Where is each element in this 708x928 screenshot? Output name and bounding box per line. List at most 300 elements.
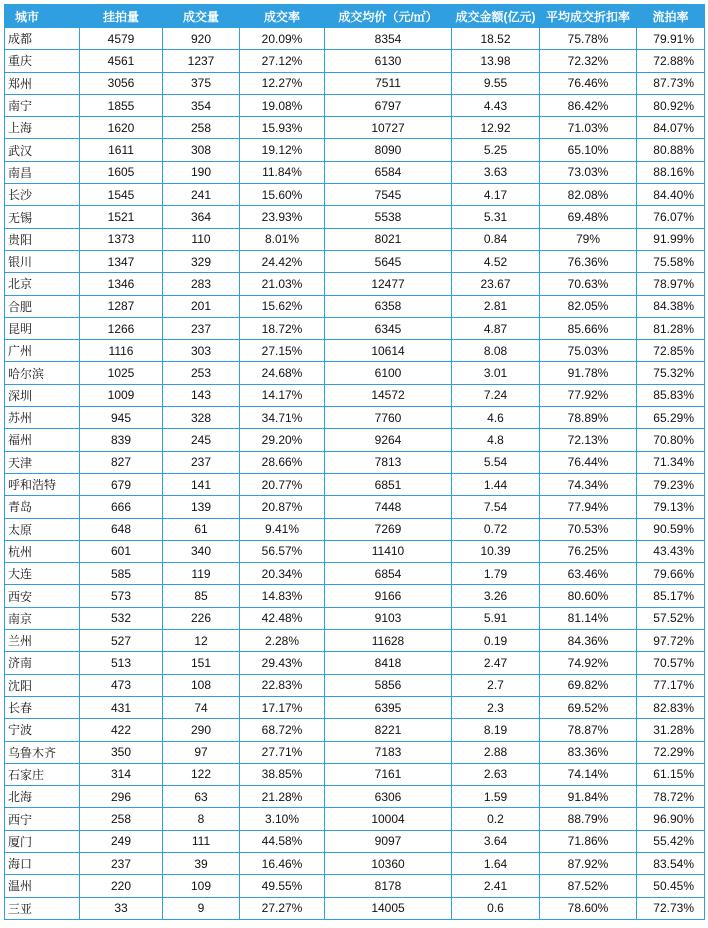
cell-deal-amount: 12.92: [452, 117, 540, 139]
cell-listed-count: 601: [80, 540, 163, 562]
cell-deal-amount: 3.64: [452, 830, 540, 852]
cell-city: 深圳: [5, 384, 80, 406]
cell-deal-count: 340: [163, 540, 240, 562]
data-table-container: [4, 4, 704, 920]
table-row: [5, 340, 705, 362]
cell-city: 南昌: [5, 161, 80, 183]
cell-avg-price: 9097: [325, 830, 452, 852]
cell-failure-rate: 61.15%: [637, 763, 705, 785]
table-row: [5, 630, 705, 652]
cell-deal-amount: 9.55: [452, 72, 540, 94]
cell-deal-count: 141: [163, 473, 240, 495]
cell-deal-rate: 49.55%: [240, 875, 325, 897]
cell-avg-price: 6797: [325, 94, 452, 116]
cell-avg-price: 8418: [325, 652, 452, 674]
cell-deal-amount: 0.2: [452, 808, 540, 830]
cell-failure-rate: 84.07%: [637, 117, 705, 139]
cell-deal-count: 308: [163, 139, 240, 161]
cell-avg-price: 7448: [325, 496, 452, 518]
cell-avg-discount-rate: 76.46%: [540, 72, 637, 94]
cell-avg-discount-rate: 76.36%: [540, 250, 637, 272]
table-row: [5, 117, 705, 139]
cell-city: 青岛: [5, 496, 80, 518]
cell-deal-amount: 18.52: [452, 28, 540, 50]
cell-deal-count: 258: [163, 117, 240, 139]
table-row: [5, 563, 705, 585]
cell-deal-amount: 4.6: [452, 407, 540, 429]
cell-deal-rate: 11.84%: [240, 161, 325, 183]
cell-deal-count: 111: [163, 830, 240, 852]
cell-deal-rate: 18.72%: [240, 317, 325, 339]
cell-listed-count: 296: [80, 786, 163, 808]
cell-city: 呼和浩特: [5, 473, 80, 495]
cell-avg-price: 5538: [325, 206, 452, 228]
cell-listed-count: 1620: [80, 117, 163, 139]
cell-deal-amount: 5.54: [452, 451, 540, 473]
cell-listed-count: 1287: [80, 295, 163, 317]
cell-listed-count: 648: [80, 518, 163, 540]
cell-city: 宁波: [5, 719, 80, 741]
cell-avg-price: 7183: [325, 741, 452, 763]
cell-deal-count: 1237: [163, 50, 240, 72]
table-row: [5, 652, 705, 674]
table-row: [5, 184, 705, 206]
cell-deal-amount: 1.59: [452, 786, 540, 808]
cell-city: 重庆: [5, 50, 80, 72]
cell-deal-count: 122: [163, 763, 240, 785]
cell-listed-count: 3056: [80, 72, 163, 94]
column-header-deal-count: 成交量: [163, 5, 240, 28]
cell-deal-amount: 8.19: [452, 719, 540, 741]
table-row: [5, 384, 705, 406]
cell-listed-count: 1855: [80, 94, 163, 116]
cell-avg-discount-rate: 69.82%: [540, 674, 637, 696]
cell-avg-discount-rate: 65.10%: [540, 139, 637, 161]
cell-deal-rate: 9.41%: [240, 518, 325, 540]
cell-deal-amount: 1.64: [452, 852, 540, 874]
table-row: [5, 875, 705, 897]
cell-deal-rate: 44.58%: [240, 830, 325, 852]
cell-failure-rate: 79.23%: [637, 473, 705, 495]
cell-failure-rate: 78.72%: [637, 786, 705, 808]
table-row: [5, 28, 705, 50]
cell-deal-count: 237: [163, 451, 240, 473]
cell-deal-rate: 12.27%: [240, 72, 325, 94]
cell-avg-price: 5856: [325, 674, 452, 696]
cell-deal-amount: 0.6: [452, 897, 540, 919]
cell-listed-count: 1605: [80, 161, 163, 183]
cell-deal-count: 74: [163, 696, 240, 718]
column-header-deal-rate: 成交率: [240, 5, 325, 28]
cell-listed-count: 249: [80, 830, 163, 852]
cell-listed-count: 431: [80, 696, 163, 718]
cell-listed-count: 839: [80, 429, 163, 451]
cell-deal-amount: 7.24: [452, 384, 540, 406]
cell-deal-rate: 56.57%: [240, 540, 325, 562]
cell-avg-price: 9103: [325, 607, 452, 629]
cell-avg-price: 12477: [325, 273, 452, 295]
cell-avg-price: 10360: [325, 852, 452, 874]
cell-deal-count: 109: [163, 875, 240, 897]
cell-avg-price: 11628: [325, 630, 452, 652]
cell-deal-rate: 27.15%: [240, 340, 325, 362]
cell-listed-count: 1347: [80, 250, 163, 272]
cell-listed-count: 4579: [80, 28, 163, 50]
cell-deal-amount: 1.79: [452, 563, 540, 585]
cell-avg-discount-rate: 69.52%: [540, 696, 637, 718]
cell-deal-rate: 27.27%: [240, 897, 325, 919]
cell-avg-price: 8090: [325, 139, 452, 161]
cell-deal-count: 364: [163, 206, 240, 228]
cell-deal-rate: 8.01%: [240, 228, 325, 250]
cell-deal-count: 85: [163, 585, 240, 607]
cell-failure-rate: 55.42%: [637, 830, 705, 852]
cell-avg-price: 7511: [325, 72, 452, 94]
cell-listed-count: 527: [80, 630, 163, 652]
cell-listed-count: 258: [80, 808, 163, 830]
cell-deal-amount: 5.25: [452, 139, 540, 161]
cell-failure-rate: 72.88%: [637, 50, 705, 72]
cell-failure-rate: 87.73%: [637, 72, 705, 94]
cell-deal-count: 9: [163, 897, 240, 919]
cell-failure-rate: 71.34%: [637, 451, 705, 473]
cell-deal-amount: 7.54: [452, 496, 540, 518]
cell-failure-rate: 72.85%: [637, 340, 705, 362]
cell-deal-rate: 21.28%: [240, 786, 325, 808]
cell-city: 温州: [5, 875, 80, 897]
cell-avg-price: 6854: [325, 563, 452, 585]
cell-city: 贵阳: [5, 228, 80, 250]
table-row: [5, 228, 705, 250]
cell-deal-count: 375: [163, 72, 240, 94]
cell-listed-count: 666: [80, 496, 163, 518]
cell-failure-rate: 77.17%: [637, 674, 705, 696]
column-header-city: 城市: [5, 5, 80, 28]
cell-deal-count: 226: [163, 607, 240, 629]
table-body: [5, 28, 705, 920]
cell-avg-discount-rate: 81.14%: [540, 607, 637, 629]
cell-avg-discount-rate: 78.87%: [540, 719, 637, 741]
column-header-failure-rate: 流拍率: [637, 5, 705, 28]
cell-deal-count: 110: [163, 228, 240, 250]
cell-city: 武汉: [5, 139, 80, 161]
cell-deal-count: 61: [163, 518, 240, 540]
cell-failure-rate: 84.40%: [637, 184, 705, 206]
cell-listed-count: 314: [80, 763, 163, 785]
cell-failure-rate: 75.58%: [637, 250, 705, 272]
cell-deal-amount: 3.01: [452, 362, 540, 384]
cell-failure-rate: 65.29%: [637, 407, 705, 429]
cell-avg-price: 6130: [325, 50, 452, 72]
cell-avg-price: 8021: [325, 228, 452, 250]
cell-deal-count: 119: [163, 563, 240, 585]
cell-deal-amount: 2.47: [452, 652, 540, 674]
table-row: [5, 674, 705, 696]
cell-listed-count: 1116: [80, 340, 163, 362]
cell-deal-amount: 4.43: [452, 94, 540, 116]
cell-deal-rate: 20.09%: [240, 28, 325, 50]
cell-failure-rate: 83.54%: [637, 852, 705, 874]
cell-avg-price: 6584: [325, 161, 452, 183]
table-row: [5, 830, 705, 852]
cell-avg-price: 6345: [325, 317, 452, 339]
table-row: [5, 273, 705, 295]
cell-deal-count: 108: [163, 674, 240, 696]
cell-deal-rate: 14.17%: [240, 384, 325, 406]
cell-deal-count: 190: [163, 161, 240, 183]
cell-deal-count: 39: [163, 852, 240, 874]
cell-deal-rate: 16.46%: [240, 852, 325, 874]
cell-deal-rate: 23.93%: [240, 206, 325, 228]
cell-failure-rate: 96.90%: [637, 808, 705, 830]
cell-avg-price: 8221: [325, 719, 452, 741]
cell-deal-amount: 4.17: [452, 184, 540, 206]
cell-failure-rate: 57.52%: [637, 607, 705, 629]
cell-city: 昆明: [5, 317, 80, 339]
cell-failure-rate: 80.88%: [637, 139, 705, 161]
table-row: [5, 696, 705, 718]
cell-city: 哈尔滨: [5, 362, 80, 384]
cell-avg-price: 14005: [325, 897, 452, 919]
cell-deal-amount: 0.19: [452, 630, 540, 652]
cell-failure-rate: 79.66%: [637, 563, 705, 585]
cell-avg-price: 6306: [325, 786, 452, 808]
cell-avg-discount-rate: 76.44%: [540, 451, 637, 473]
cell-city: 广州: [5, 340, 80, 362]
cell-deal-amount: 23.67: [452, 273, 540, 295]
cell-failure-rate: 78.97%: [637, 273, 705, 295]
table-row: [5, 852, 705, 874]
cell-listed-count: 1521: [80, 206, 163, 228]
cell-avg-price: 6100: [325, 362, 452, 384]
cell-deal-rate: 3.10%: [240, 808, 325, 830]
cell-failure-rate: 81.28%: [637, 317, 705, 339]
cell-failure-rate: 88.16%: [637, 161, 705, 183]
cell-avg-price: 10004: [325, 808, 452, 830]
cell-avg-discount-rate: 74.14%: [540, 763, 637, 785]
cell-listed-count: 4561: [80, 50, 163, 72]
cell-city: 乌鲁木齐: [5, 741, 80, 763]
table-row: [5, 786, 705, 808]
cell-avg-discount-rate: 85.66%: [540, 317, 637, 339]
cell-deal-count: 329: [163, 250, 240, 272]
table-row: [5, 362, 705, 384]
cell-listed-count: 1611: [80, 139, 163, 161]
cell-deal-amount: 5.91: [452, 607, 540, 629]
cell-deal-amount: 1.44: [452, 473, 540, 495]
cell-city: 合肥: [5, 295, 80, 317]
cell-deal-amount: 3.63: [452, 161, 540, 183]
cell-avg-price: 8354: [325, 28, 452, 50]
cell-city: 厦门: [5, 830, 80, 852]
cell-avg-price: 6851: [325, 473, 452, 495]
cell-avg-price: 7760: [325, 407, 452, 429]
cell-city: 济南: [5, 652, 80, 674]
cell-failure-rate: 85.17%: [637, 585, 705, 607]
cell-city: 上海: [5, 117, 80, 139]
cell-deal-count: 97: [163, 741, 240, 763]
cell-deal-rate: 19.12%: [240, 139, 325, 161]
table-row: [5, 607, 705, 629]
table-row: [5, 72, 705, 94]
cell-city: 大连: [5, 563, 80, 585]
cell-avg-discount-rate: 75.78%: [540, 28, 637, 50]
cell-deal-amount: 4.52: [452, 250, 540, 272]
cell-failure-rate: 76.07%: [637, 206, 705, 228]
cell-avg-price: 10614: [325, 340, 452, 362]
cell-failure-rate: 70.80%: [637, 429, 705, 451]
cell-deal-count: 303: [163, 340, 240, 362]
cell-listed-count: 422: [80, 719, 163, 741]
cell-avg-discount-rate: 79%: [540, 228, 637, 250]
cell-deal-amount: 2.81: [452, 295, 540, 317]
cell-avg-price: 7161: [325, 763, 452, 785]
cell-avg-discount-rate: 76.25%: [540, 540, 637, 562]
cell-deal-count: 201: [163, 295, 240, 317]
cell-deal-count: 920: [163, 28, 240, 50]
cell-deal-count: 143: [163, 384, 240, 406]
cell-deal-rate: 14.83%: [240, 585, 325, 607]
cell-deal-rate: 27.71%: [240, 741, 325, 763]
cell-city: 西安: [5, 585, 80, 607]
column-header-listed-count: 挂拍量: [80, 5, 163, 28]
cell-deal-amount: 0.72: [452, 518, 540, 540]
cell-deal-rate: 42.48%: [240, 607, 325, 629]
cell-avg-discount-rate: 91.78%: [540, 362, 637, 384]
cell-city: 海口: [5, 852, 80, 874]
cell-avg-discount-rate: 87.92%: [540, 852, 637, 874]
cell-avg-discount-rate: 63.46%: [540, 563, 637, 585]
cell-deal-count: 151: [163, 652, 240, 674]
table-row: [5, 451, 705, 473]
cell-failure-rate: 79.91%: [637, 28, 705, 50]
table-row: [5, 808, 705, 830]
cell-deal-count: 328: [163, 407, 240, 429]
cell-avg-discount-rate: 72.13%: [540, 429, 637, 451]
cell-avg-price: 7269: [325, 518, 452, 540]
cell-avg-price: 7545: [325, 184, 452, 206]
cell-deal-rate: 20.87%: [240, 496, 325, 518]
cell-listed-count: 827: [80, 451, 163, 473]
cell-deal-rate: 29.43%: [240, 652, 325, 674]
cell-failure-rate: 80.92%: [637, 94, 705, 116]
table-row: [5, 429, 705, 451]
cell-avg-discount-rate: 88.79%: [540, 808, 637, 830]
cell-city: 成都: [5, 28, 80, 50]
cell-deal-count: 253: [163, 362, 240, 384]
table-row: [5, 719, 705, 741]
cell-avg-discount-rate: 74.34%: [540, 473, 637, 495]
cell-listed-count: 220: [80, 875, 163, 897]
cell-deal-rate: 20.77%: [240, 473, 325, 495]
cell-city: 三亚: [5, 897, 80, 919]
cell-listed-count: 679: [80, 473, 163, 495]
cell-deal-count: 237: [163, 317, 240, 339]
cell-listed-count: 1025: [80, 362, 163, 384]
cell-deal-count: 290: [163, 719, 240, 741]
cell-deal-amount: 2.3: [452, 696, 540, 718]
cell-avg-discount-rate: 72.32%: [540, 50, 637, 72]
city-auction-table: [4, 4, 705, 920]
cell-deal-count: 245: [163, 429, 240, 451]
cell-avg-discount-rate: 83.36%: [540, 741, 637, 763]
cell-listed-count: 1545: [80, 184, 163, 206]
cell-deal-amount: 2.41: [452, 875, 540, 897]
cell-deal-amount: 2.7: [452, 674, 540, 696]
cell-failure-rate: 85.83%: [637, 384, 705, 406]
table-row: [5, 317, 705, 339]
cell-failure-rate: 91.99%: [637, 228, 705, 250]
cell-listed-count: 1009: [80, 384, 163, 406]
cell-deal-rate: 21.03%: [240, 273, 325, 295]
cell-avg-discount-rate: 70.63%: [540, 273, 637, 295]
cell-city: 沈阳: [5, 674, 80, 696]
cell-deal-rate: 34.71%: [240, 407, 325, 429]
cell-deal-amount: 8.08: [452, 340, 540, 362]
cell-deal-count: 12: [163, 630, 240, 652]
cell-avg-price: 6395: [325, 696, 452, 718]
cell-deal-amount: 3.26: [452, 585, 540, 607]
cell-listed-count: 237: [80, 852, 163, 874]
cell-avg-discount-rate: 91.84%: [540, 786, 637, 808]
cell-avg-price: 9166: [325, 585, 452, 607]
table-row: [5, 540, 705, 562]
cell-avg-price: 6358: [325, 295, 452, 317]
cell-avg-price: 9264: [325, 429, 452, 451]
cell-failure-rate: 72.29%: [637, 741, 705, 763]
cell-city: 石家庄: [5, 763, 80, 785]
table-row: [5, 50, 705, 72]
table-row: [5, 473, 705, 495]
cell-failure-rate: 43.43%: [637, 540, 705, 562]
cell-avg-discount-rate: 75.03%: [540, 340, 637, 362]
cell-deal-amount: 4.87: [452, 317, 540, 339]
cell-city: 杭州: [5, 540, 80, 562]
cell-deal-amount: 13.98: [452, 50, 540, 72]
cell-deal-rate: 20.34%: [240, 563, 325, 585]
cell-avg-discount-rate: 84.36%: [540, 630, 637, 652]
cell-city: 银川: [5, 250, 80, 272]
cell-deal-rate: 15.62%: [240, 295, 325, 317]
table-row: [5, 496, 705, 518]
cell-deal-rate: 28.66%: [240, 451, 325, 473]
cell-avg-discount-rate: 82.05%: [540, 295, 637, 317]
column-header-deal-amount: 成交金额(亿元): [452, 5, 540, 28]
cell-avg-price: 5645: [325, 250, 452, 272]
cell-deal-rate: 15.60%: [240, 184, 325, 206]
cell-deal-count: 139: [163, 496, 240, 518]
cell-city: 长春: [5, 696, 80, 718]
cell-listed-count: 532: [80, 607, 163, 629]
table-row: [5, 518, 705, 540]
cell-listed-count: 1373: [80, 228, 163, 250]
cell-failure-rate: 72.73%: [637, 897, 705, 919]
cell-deal-amount: 5.31: [452, 206, 540, 228]
cell-listed-count: 585: [80, 563, 163, 585]
cell-deal-rate: 22.83%: [240, 674, 325, 696]
cell-city: 天津: [5, 451, 80, 473]
cell-city: 福州: [5, 429, 80, 451]
cell-deal-amount: 2.63: [452, 763, 540, 785]
cell-listed-count: 350: [80, 741, 163, 763]
cell-city: 兰州: [5, 630, 80, 652]
cell-city: 太原: [5, 518, 80, 540]
column-header-avg-price: 成交均价（元/㎡）: [325, 5, 452, 28]
cell-avg-price: 8178: [325, 875, 452, 897]
cell-city: 北京: [5, 273, 80, 295]
cell-listed-count: 1266: [80, 317, 163, 339]
cell-deal-amount: 2.88: [452, 741, 540, 763]
